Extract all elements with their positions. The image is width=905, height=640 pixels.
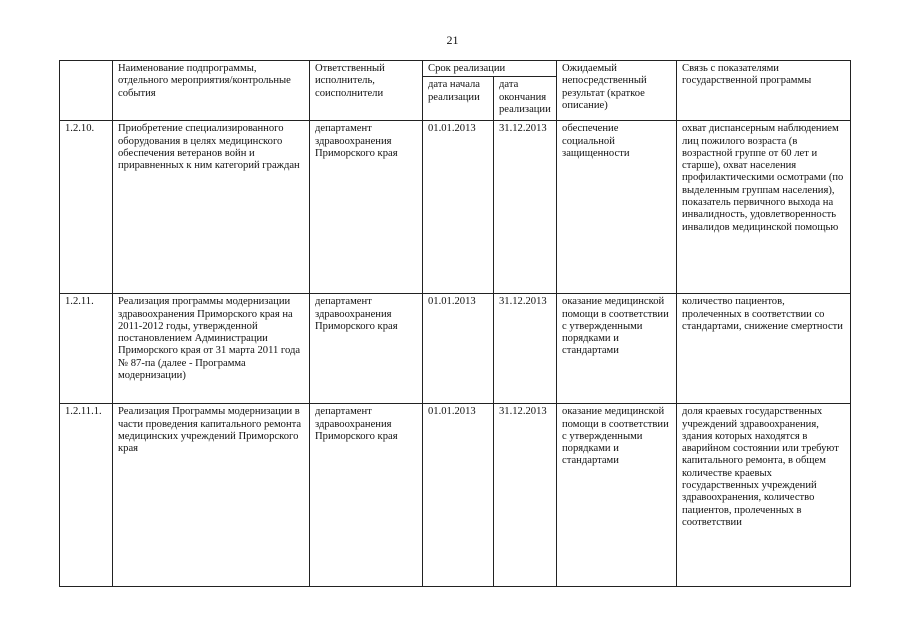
row-link: охват диспансерным наблюдением лиц пожилого возраста (в возрастной группе от 60 лет и старше), охват населения профилактическими осмотрами (по выделенным группам населения), показатель первичного выхода на инвалидность, удовлетворенность инвалидов медицинской помощью [677, 121, 851, 294]
row-responsible: департамент здравоохранения Приморского края [310, 294, 423, 404]
page-number: 21 [446, 33, 459, 47]
row-responsible: департамент здравоохранения Приморского края [310, 404, 423, 587]
table-row [60, 121, 851, 294]
program-table [59, 60, 851, 587]
row-end: 31.12.2013 [494, 294, 557, 404]
row-name: Приобретение специализированного оборудования в целях медицинского обеспечения ветеранов войн и приравненных к ним категорий граждан [113, 121, 310, 294]
row-num: 1.2.11. [60, 294, 113, 404]
row-result: обеспечение социальной защищенности [557, 121, 677, 294]
table-row [60, 294, 851, 404]
header-result: Ожидаемый непосредственный результат (краткое описание) [557, 61, 677, 121]
row-start: 01.01.2013 [423, 294, 494, 404]
row-end: 31.12.2013 [494, 404, 557, 587]
header-link: Связь с показателями государственной программы [677, 61, 851, 121]
header-num [60, 61, 113, 121]
header-period: Срок реализации [423, 61, 557, 77]
header-name: Наименование подпрограммы, отдельного мероприятия/контрольные события [113, 61, 310, 121]
row-responsible: департамент здравоохранения Приморского края [310, 121, 423, 294]
row-num: 1.2.10. [60, 121, 113, 294]
row-link: количество пациентов, пролеченных в соответствии со стандартами, снижение смертности [677, 294, 851, 404]
row-start: 01.01.2013 [423, 121, 494, 294]
header-start: дата начала реализации [423, 77, 494, 121]
header-responsible: Ответственный исполнитель, соисполнители [310, 61, 423, 121]
row-link: доля краевых государственных учреждений здравоохранения, здания которых находятся в аварийном состоянии или требуют капитального ремонта, в общем количестве краевых государственных учреждений здравоохранения, количество пациентов, пролеченных в соответствии [677, 404, 851, 587]
table-row [60, 404, 851, 587]
header-end: дата окончания реализации [494, 77, 557, 121]
row-name: Реализация Программы модернизации в части проведения капитального ремонта медицинских учреждений Приморского края [113, 404, 310, 587]
row-end: 31.12.2013 [494, 121, 557, 294]
row-start: 01.01.2013 [423, 404, 494, 587]
row-result: оказание медицинской помощи в соответствии с утвержденными порядками и стандартами [557, 294, 677, 404]
row-num: 1.2.11.1. [60, 404, 113, 587]
row-name: Реализация программы модернизации здравоохранения Приморского края на 2011-2012 годы, утвержденной постановлением Администрации Приморского края от 31 марта 2011 года № 87-па (далее - Программа модернизации) [113, 294, 310, 404]
header-row [60, 61, 851, 77]
row-result: оказание медицинской помощи в соответствии с утвержденными порядками и стандартами [557, 404, 677, 587]
